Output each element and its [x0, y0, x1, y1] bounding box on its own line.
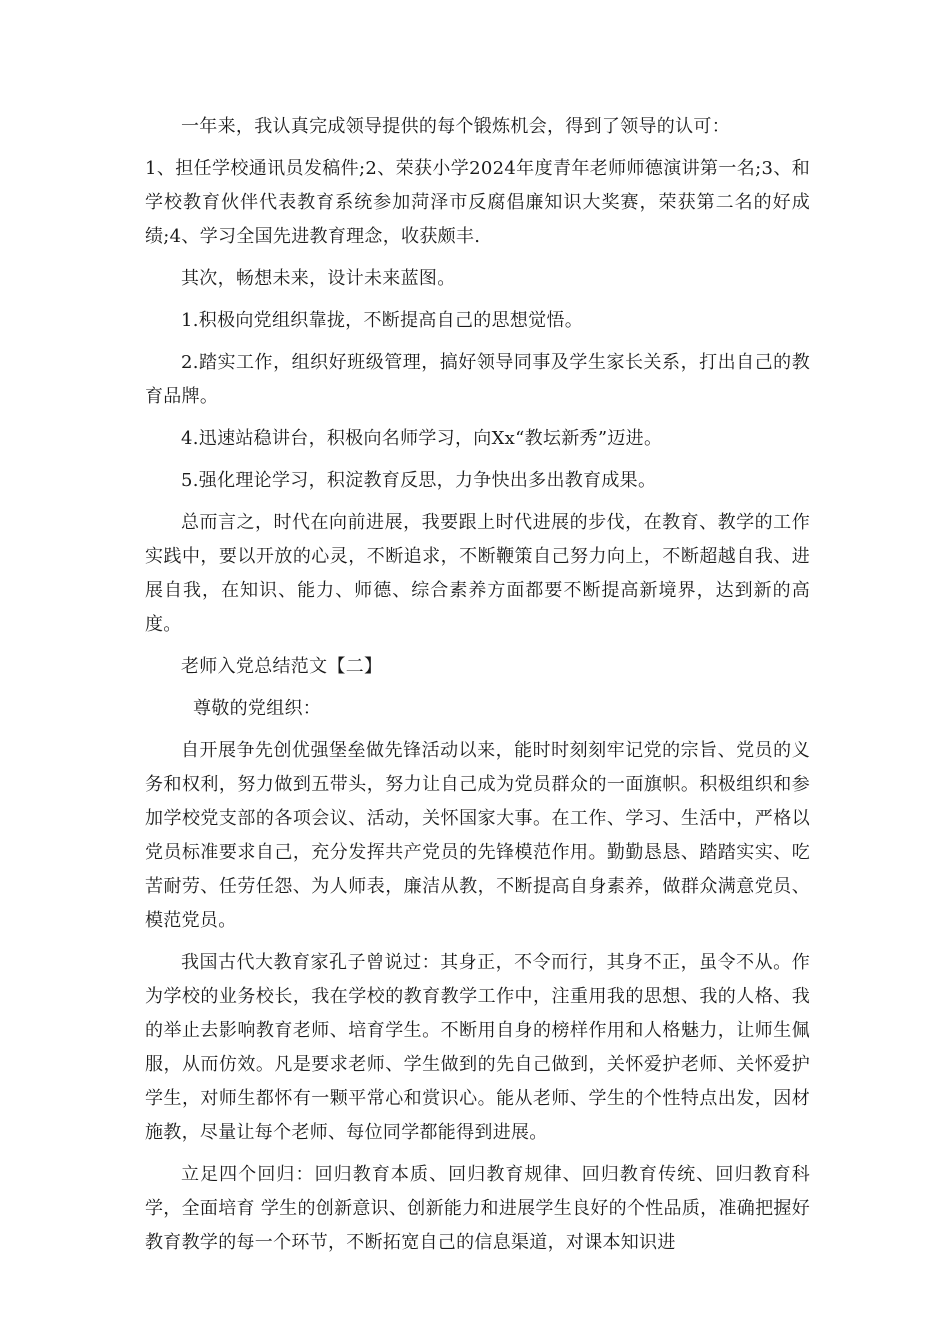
paragraph-goal-1: 1.积极向党组织靠拢，不断提高自己的思想觉悟。: [181, 310, 584, 331]
paragraph-activities: 自开展争先创优强堡垒做先锋活动以来，能时时刻刻牢记党的宗旨、党员的义务和权利，努力做到五带头，努力让自己成为党员群众的一面旗帜。积极组织和参加学校党支部的各项会议、活动，关怀国家大事。在工作、学习、生活中，严格以党员标准要求自己，充分发挥共产党员的先锋模范作用。勤勤恳恳、踏踏实实、吃苦耐劳、任劳任怨、为人师表，廉洁从教，不断提高自身素养，做群众满意党员、模范党员。: [145, 740, 810, 931]
paragraph-conclusion: 总而言之，时代在向前进展，我要跟上时代进展的步伐，在教育、教学的工作实践中，要以开放的心灵，不断追求，不断鞭策自己努力向上，不断超越自我、进展自我，在知识、能力、师德、综合素养方面都要不断提高新境界，达到新的高度。: [145, 512, 810, 635]
document-body: [145, 110, 810, 1268]
paragraph-four-returns: 立足四个回归：回归教育本质、回归教育规律、回归教育传统、回归教育科学，全面培育 学生的创新意识、创新能力和进展学生良好的个性品质，准确把握好教育教学的每一个环节，不断拓宽自己的信息渠道，对课本知识进: [145, 1164, 810, 1253]
paragraph-intro: 一年来，我认真完成领导提供的每个锻炼机会，得到了领导的认可：: [181, 116, 730, 137]
paragraph-goal-4: 4.迅速站稳讲台，积极向名师学习，向Xx“教坛新秀”迈进。: [181, 428, 663, 449]
salutation: 尊敬的党组织：: [193, 698, 322, 719]
paragraph-goal-2: 2.踏实工作，组织好班级管理，搞好领导同事及学生家长关系，打出自己的教育品牌。: [145, 352, 810, 407]
paragraph-future: 其次，畅想未来，设计未来蓝图。: [181, 268, 456, 289]
paragraph-goal-5: 5.强化理论学习，积淀教育反思，力争快出多出教育成果。: [181, 470, 657, 491]
section-heading: 老师入党总结范文【二】: [181, 656, 383, 677]
paragraph-achievements: 1、担任学校通讯员发稿件;2、荣获小学2024年度青年老师师德演讲第一名;3、和学校教育伙伴代表教育系统参加菏泽市反腐倡廉知识大奖赛，荣获第二名的好成绩;4、学习全国先进教育理念，收获颇丰.: [145, 158, 810, 247]
paragraph-confucius: 我国古代大教育家孔子曾说过：其身正，不令而行，其身不正，虽令不从。作为学校的业务校长，我在学校的教育教学工作中，注重用我的思想、我的人格、我的举止去影响教育老师、培育学生。不断用自身的榜样作用和人格魅力，让师生佩服，从而仿效。凡是要求老师、学生做到的先自己做到，关怀爱护老师、关怀爱护学生，对师生都怀有一颗平常心和赏识心。能从老师、学生的个性特点出发，因材施教，尽量让每个老师、每位同学都能得到进展。: [145, 952, 810, 1143]
